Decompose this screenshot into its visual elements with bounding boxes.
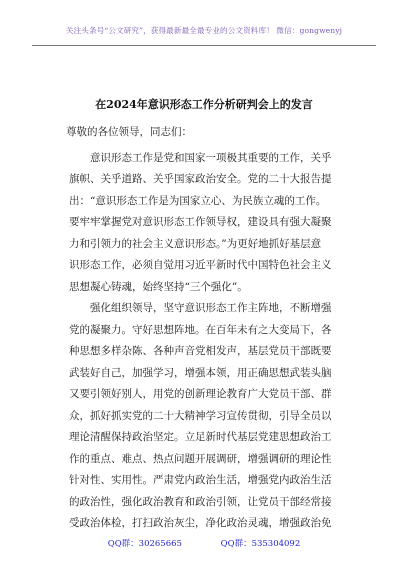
paragraph-line: 的政治性，强化政治教育和政治引领，让党员干部经常接 <box>69 495 332 508</box>
paragraph-line: 力和引领力的社会主义意识形态。”为更好地抓好基层意 <box>69 237 322 250</box>
paragraph-line: 强化组织领导，坚守意识形态工作主阵地，不断增强 <box>90 302 332 314</box>
paragraph-line: 思想凝心铸魂，始终坚持“三个强化”。 <box>69 280 248 293</box>
paragraph-line: 受政治体检，打扫政治灰尘，净化政治灵魂，增强政治免 <box>69 517 332 529</box>
paragraph-line: 作的重点、难点、热点问题开展调研，增强调研的理论性 <box>69 452 332 465</box>
paragraph-line: 针对性、实用性。严肃党内政治生活，增强党内政治生活 <box>69 474 332 486</box>
paragraph-line: 种思想多样杂陈、各种声音党相发声，基层党员干部既要 <box>69 345 332 357</box>
paragraph-line: 旗帜、关乎道路、关乎国家政治安全。党的二十大报告提 <box>69 173 332 185</box>
paragraph-line: 理论清醒保持政治坚定。立足新时代基层党建思想政治工 <box>69 431 332 443</box>
paragraph-line: 要牢牢掌握党对意识形态工作领导权，建设具有强大凝聚 <box>69 216 332 228</box>
paragraph-line: 出：“意识形态工作是为国家立心、为民族立魂的工作。 <box>69 194 327 207</box>
paragraph-line: 意识形态工作是党和国家一项极其重要的工作，关乎 <box>90 151 332 164</box>
footer-qq-group-2: QQ群：535304092 <box>220 539 301 549</box>
paragraph-line: 党的凝聚力。守好思想阵地。在百年未有之大变局下，各 <box>69 323 332 336</box>
footer <box>0 537 408 549</box>
paragraph-line: 识形态工作，必须自觉用习近平新时代中国特色社会主义 <box>69 259 332 271</box>
paragraph-line: 又要引领好别人，用党的创新理论教育广大党员干部、群 <box>69 388 332 400</box>
promo-header: 关注头条号“公文研究”，获得最新最全最专业的公文资料库！ 微信：gongwenyj <box>65 26 343 35</box>
footer-qq-group-1: QQ群：30265665 <box>107 539 182 549</box>
document-title: 在2024年意识形态工作分析研判会上的发言 <box>95 98 313 111</box>
salutation: 尊敬的各位领导，同志们： <box>66 126 192 138</box>
paragraph-line: 武装好自己，加强学习，增强本领，用正确思想武装头脑 <box>69 366 332 379</box>
document-body <box>66 118 346 535</box>
header-divider <box>32 45 376 46</box>
paragraph-line: 众，抓好抓实党的二十大精神学习宣传贯彻，引导全员以 <box>69 409 332 422</box>
